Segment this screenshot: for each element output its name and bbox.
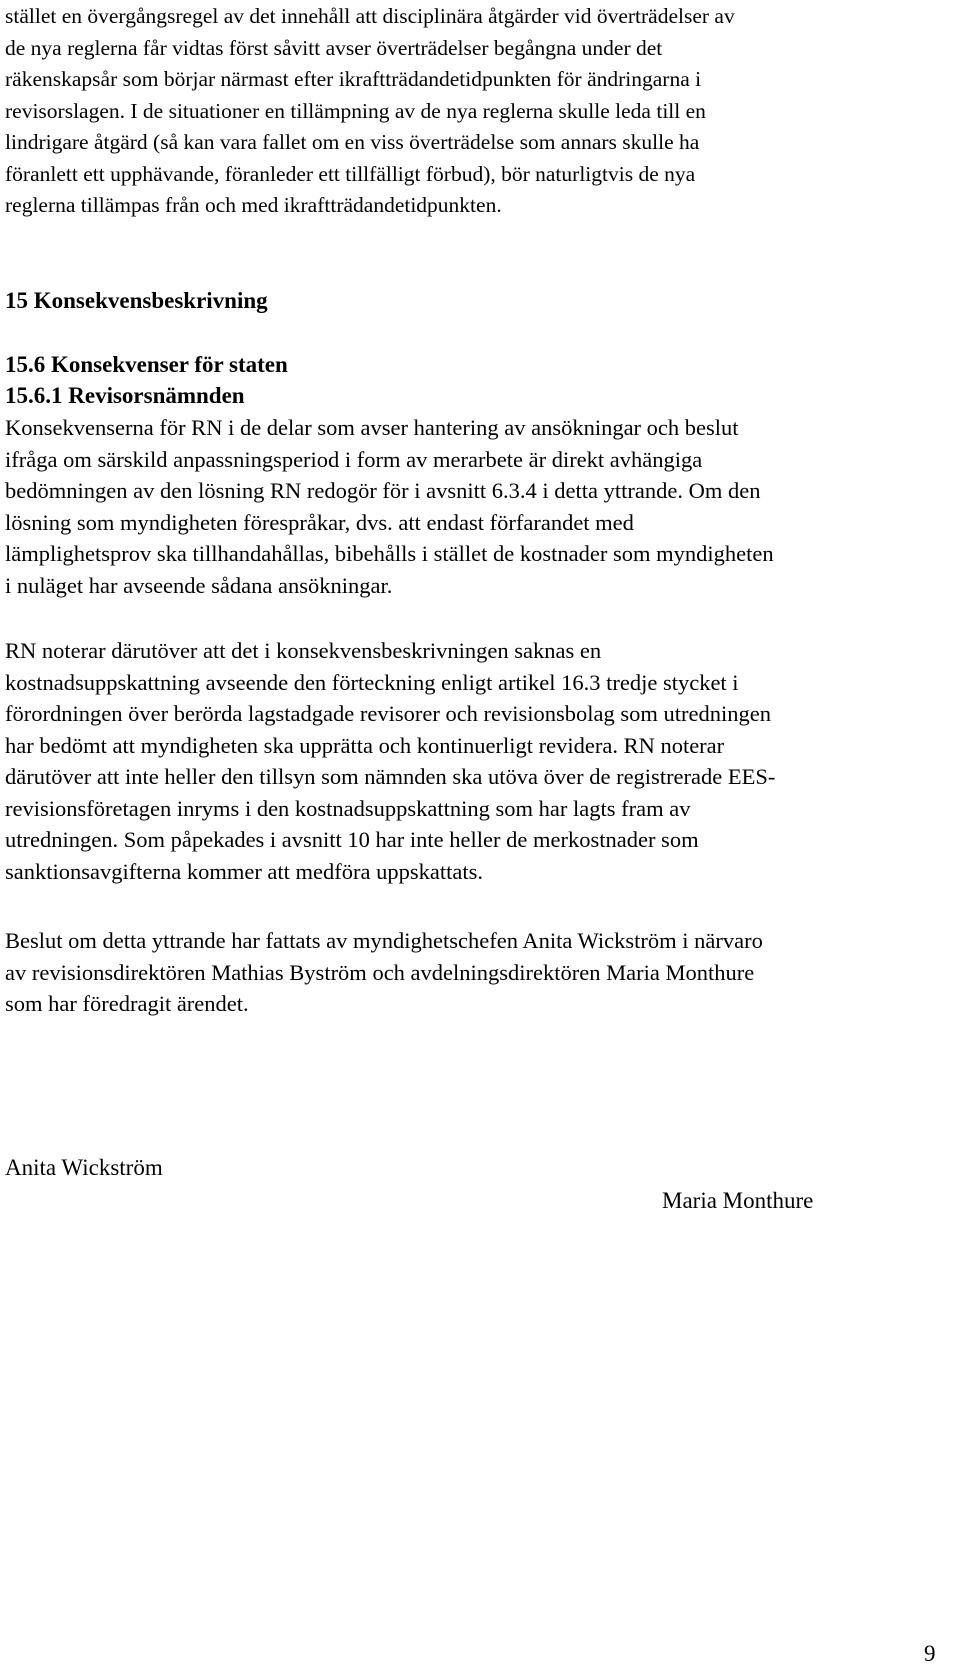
- text-line: lämplighetsprov ska tillhandahållas, bibehålls i stället de kostnader som myndigheten: [5, 541, 774, 566]
- paragraph-cost-estimate: [5, 635, 945, 887]
- text-line: har bedömt att myndigheten ska upprätta och kontinuerligt revidera. RN noterar: [5, 732, 725, 758]
- signature-maria-monthure: Maria Monthure: [662, 1188, 814, 1213]
- text-line: därutöver att inte heller den tillsyn som nämnden ska utöva över de registrerade EES-: [5, 764, 776, 789]
- paragraph-decision: [5, 925, 945, 1020]
- page-number: 9: [924, 1641, 936, 1666]
- section-heading-15-6-1: 15.6.1 Revisorsnämnden: [5, 383, 245, 408]
- text-line: i nuläget har avseende sådana ansökningar.: [5, 572, 393, 598]
- text-line: kostnadsuppskattning avseende den förteckning enligt artikel 16.3 tredje stycket i: [5, 669, 739, 695]
- text-line: RN noterar därutöver att det i konsekvensbeskrivningen saknas en: [5, 638, 602, 663]
- section-heading-15-6: 15.6 Konsekvenser för staten: [5, 352, 288, 377]
- text-line: förordningen över berörda lagstadgade revisorer och revisionsbolag som utredningen: [5, 701, 772, 726]
- text-line: som har föredragit ärendet.: [5, 991, 249, 1016]
- text-line: Konsekvenserna för RN i de delar som avser hantering av ansökningar och beslut: [5, 415, 739, 440]
- text-line: lösning som myndigheten förespråkar, dvs. att endast förfarandet med: [5, 509, 634, 535]
- text-line: reglerna tillämpas från och med ikraftträdandetidpunkten.: [5, 193, 502, 217]
- paragraph-consequences: [5, 412, 945, 601]
- signature-anita-wickstrom: Anita Wickström: [5, 1155, 163, 1180]
- text-line: lindrigare åtgärd (så kan vara fallet om en viss överträdelse som annars skulle ha: [5, 130, 700, 154]
- text-line: föranlett ett upphävande, föranleder ett tillfälligt förbud), bör naturligtvis de nya: [5, 161, 696, 186]
- text-line: av revisionsdirektören Mathias Byström och avdelningsdirektören Maria Monthure: [5, 959, 755, 985]
- text-line: räkenskapsår som börjar närmast efter ikraftträdandetidpunkten för ändringarna i: [5, 67, 702, 91]
- text-line: de nya reglerna får vidtas först såvitt avser överträdelser begångna under det: [5, 35, 663, 60]
- text-line: stället en övergångsregel av det innehåll att disciplinära åtgärder vid överträdelser av: [5, 4, 735, 28]
- text-line: Beslut om detta yttrande har fattats av myndighetschefen Anita Wickström i närvaro: [5, 928, 763, 953]
- section-heading-15: 15 Konsekvensbeskrivning: [5, 288, 268, 313]
- intro-paragraph: [5, 1, 945, 222]
- text-line: sanktionsavgifterna kommer att medföra uppskattats.: [5, 858, 483, 884]
- text-line: revisionsföretagen inryms i den kostnadsuppskattning som har lagts fram av: [5, 795, 691, 821]
- text-line: ifråga om särskild anpassningsperiod i form av merarbete är direkt avhängiga: [5, 446, 703, 472]
- text-line: revisorslagen. I de situationer en tillämpning av de nya reglerna skulle leda till en: [5, 98, 706, 123]
- text-line: utredningen. Som påpekades i avsnitt 10 har inte heller de merkostnader som: [5, 827, 699, 852]
- text-line: bedömningen av den lösning RN redogör för i avsnitt 6.3.4 i detta yttrande. Om den: [5, 478, 761, 503]
